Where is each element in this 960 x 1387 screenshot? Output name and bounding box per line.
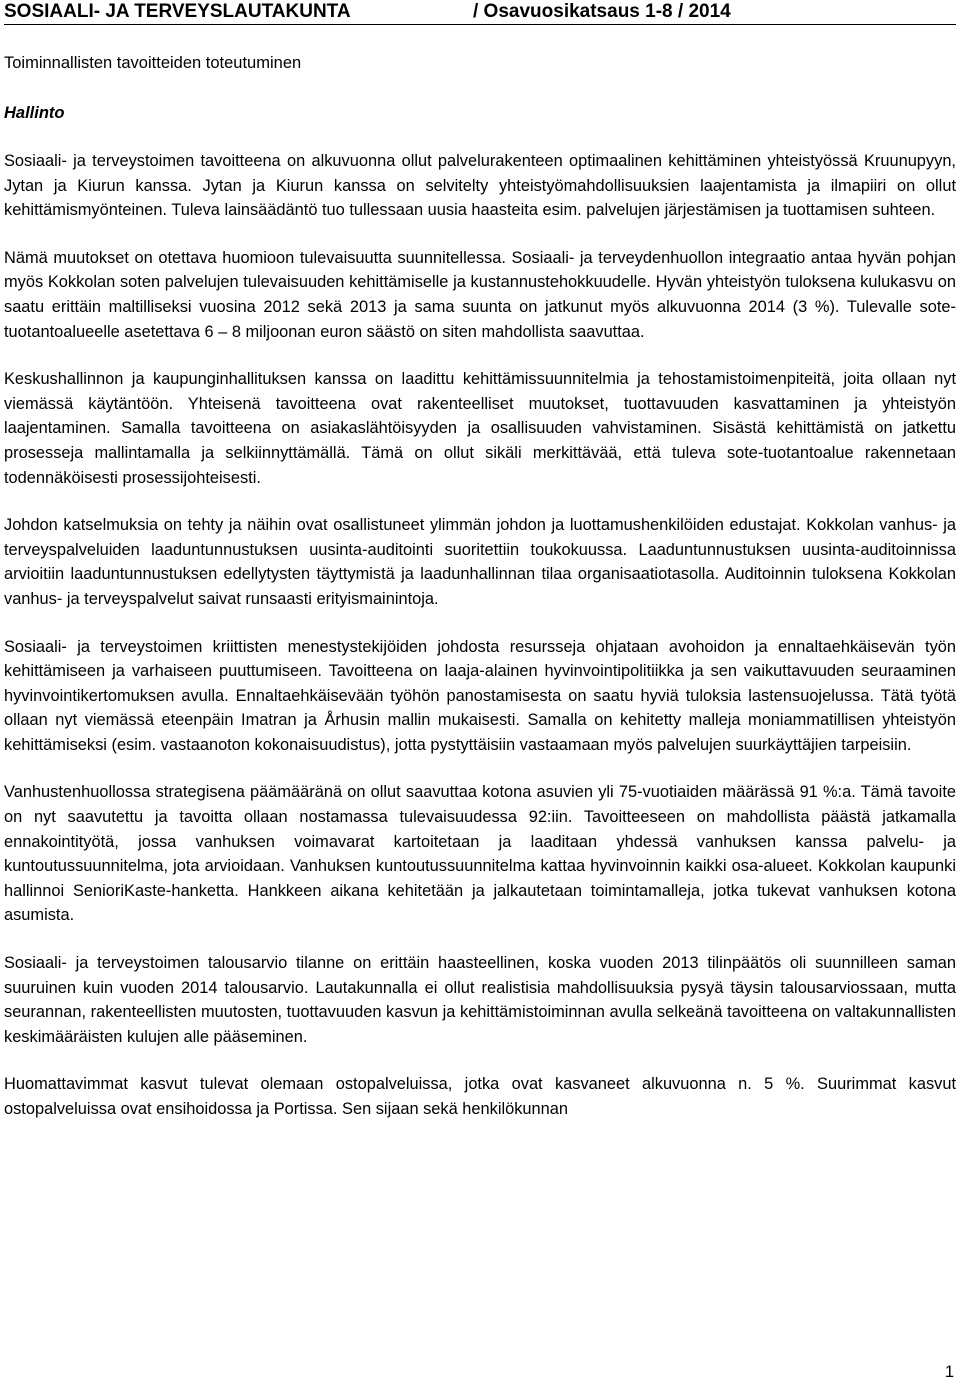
document-subtitle: Toiminnallisten tavoitteiden toteutuminen <box>4 54 302 72</box>
body-text <box>4 149 956 1122</box>
paragraph: Johdon katselmuksia on tehty ja näihin ovat osallistuneet ylimmän johdon ja luottamushenkilöiden edustajat. Kokkolan vanhus- ja terveyspalveluiden laaduntunnustuksen uusinta-auditointi suoritettiin toukokuussa. Laaduntunnustuksen uusinta-auditoinnissa arvioitiin laaduntunnustuksen edellytysten täyttymistä ja laadunhallinnan tilaa organisaatiotasolla. Auditoinnin tuloksena Kokkolan vanhus- ja terveyspalvelut saivat runsaasti erityismainintoja. <box>4 516 956 608</box>
page-header <box>4 0 956 25</box>
paragraph: Sosiaali- ja terveystoimen tavoitteena on alkuvuonna ollut palvelurakenteen optimaalinen kehittäminen yhteistyössä Kruunupyyn, Jytan ja Kiurun kanssa. Jytan ja Kiurun kanssa on selvitelty yhteistyömahdollisuuksien laajentamista ja ilmapiiri on ollut kehittämismyönteinen. Tuleva lainsäädäntö tuo tullessaan uusia haasteita esim. palvelujen järjestämisen ja tuottamisen suhteen. <box>4 152 956 220</box>
paragraph: Sosiaali- ja terveystoimen kriittisten menestystekijöiden johdosta resursseja ohjataan avohoidon ja ennaltaehkäisevän työn kehittämiseen ja varhaiseen puuttumiseen. Tavoitteena on laaja-alainen hyvinvointipolitiikka ja sen vaikuttavuuden seuraaminen hyvinvointikertomuksen avulla. Ennaltaehkäisevään työhön panostamisesta on saatu hyviä tuloksia lastensuojelussa. Tätä työtä ollaan nyt viemässä eteenpäin Imatran ja Århusin mallin mukaisesti. Samalla on kehitetty malleja moniammatillisen yhteistyön kehittämiseksi (esim. vastaanoton kokonaisuudistus), jotta pystyttäisiin vastaamaan myös palvelujen suurkäyttäjien tarpeisiin. <box>4 637 956 754</box>
paragraph: Huomattavimmat kasvut tulevat olemaan ostopalveluissa, jotka ovat kasvaneet alkuvuonna n. 5 %. Suurimmat kasvut ostopalveluissa ovat ensihoidossa ja Portissa. Sen sijaan sekä henkilökunnan <box>4 1075 956 1118</box>
header-title: SOSIAALI- JA TERVEYSLAUTAKUNTA <box>4 1 351 22</box>
page-number: 1 <box>944 1363 954 1381</box>
section-title: Hallinto <box>4 104 65 122</box>
paragraph: Keskushallinnon ja kaupunginhallituksen kanssa on laadittu kehittämissuunnitelmia ja tehostamistoimenpiteitä, joita ollaan nyt viemässä käytäntöön. Yhteisenä tavoitteena ovat rakenteelliset muutokset, tuottavuuden kasvattaminen ja yhteistyön laajentaminen. Samalla tavoitteena on asiakaslähtöisyyden ja osallisuuden vahvistaminen. Sisästä kehittämistä on jatkettu prosesseja mallintamalla ja selkiinnyttämällä. Tämä on ollut sikäli merkittävää, että tuleva sote-tuotantoalue rakennetaan todennäköisesti prosessijohteisesti. <box>4 370 956 487</box>
header-report-label: / Osavuosikatsaus 1-8 / 2014 <box>473 1 731 22</box>
paragraph: Nämä muutokset on otettava huomioon tulevaisuutta suunnitellessa. Sosiaali- ja terveydenhuollon integraatio antaa hyvän pohjan myös Kokkolan soten palvelujen tulevaisuuden kehittämiselle ja kustannustehokkuudelle. Hyvän yhteistyön tuloksena kulukasvu on saatu erittäin maltilliseksi vuosina 2012 sekä 2013 ja sama suunta on jatkunut myös alkuvuonna 2014 (3 %). Tulevalle sotetuotantoalueelle asetettava 6 – 8 miljoonan euron säästö on siten mahdollista saavuttaa. <box>4 248 956 341</box>
paragraph: Vanhustenhuollossa strategisena päämääränä on ollut saavuttaa kotona asuvien yli 75-vuotiaiden määrässä 91 %:a. Tämä tavoite on nyt saavutettu ja tavoitta ollaan nostamassa tulevaisuudessa 92:iin. Tavoitteeseen on mahdollista päästä jatkamalla ennakointityötä, jossa vanhuksen voimavarat kartoitetaan ja laaditaan yhdessä vanhuksen kanssa palvelu- ja kuntoutussuunnitelma, jota arvioidaan. Vanhuksen kuntoutussuunnitelma kattaa hyvinvoinnin kaikki osa-alueet. Kokkolan kaupunki hallinnoi SenioriKaste-hanketta. Hankkeen aikana kehitetään ja jalkautetaan toimintamalleja, jotka tukevat vanhuksen kotona asumista. <box>4 783 956 925</box>
document-page <box>4 0 956 1122</box>
paragraph: Sosiaali- ja terveystoimen talousarvio tilanne on erittäin haasteellinen, koska vuoden 2013 tilinpäätös oli suunnilleen saman suuruinen kuin vuoden 2014 talousarvio. Lautakunnalla ei ollut realistisia mahdollisuuksia pysyä täysin talousarviossaan, mutta seurannan, rakenteellisten muutosten, tuottavuuden kasvun ja kehittämistoiminnan avulla selkeänä tavoitteena on valtakunnallisten keskimääräisten kulujen alle pääseminen. <box>4 954 956 1046</box>
